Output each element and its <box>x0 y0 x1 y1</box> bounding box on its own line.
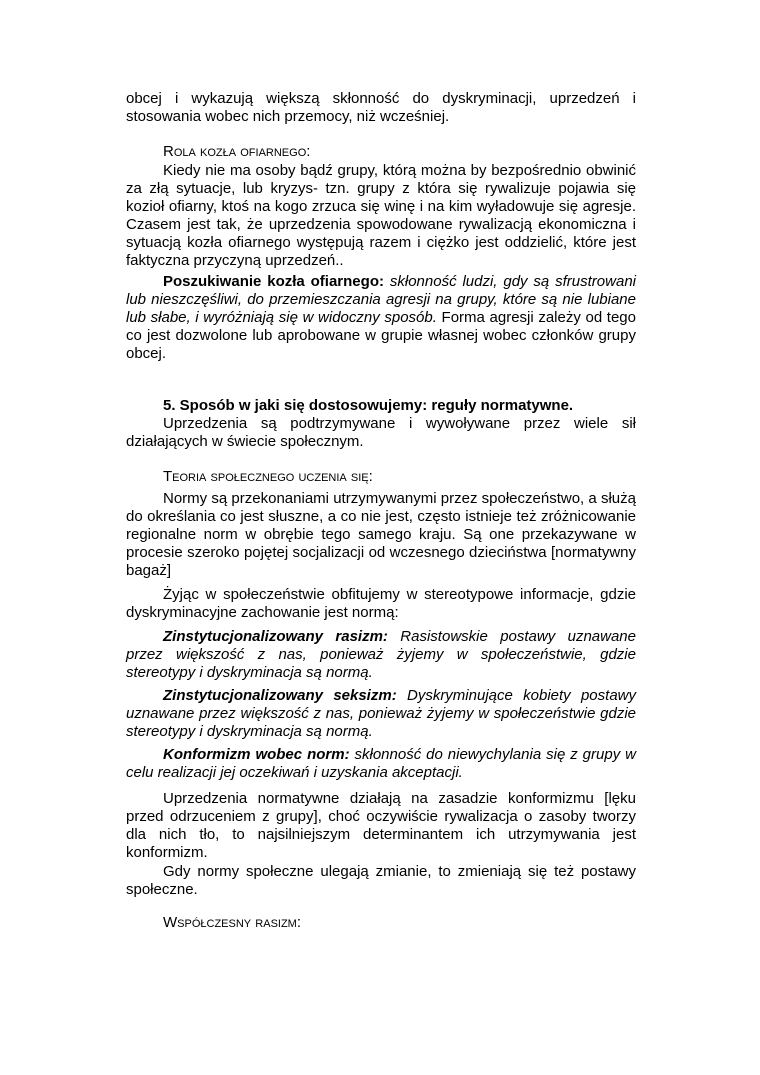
definition-term: Zinstytucjonalizowany rasizm: <box>163 628 388 645</box>
paragraph-section-5-intro: Uprzedzenia są podtrzymywane i wywoływane przez wiele sił działających w świecie społecznym. <box>126 415 636 450</box>
definition-text: Rasistowskie postawy uznawane przez większość z nas, ponieważ żyjemy w społeczeństwie, gdzie stereotypy i dyskryminacja są normą. <box>126 628 636 681</box>
definition-term: Konformizm wobec norm: <box>163 746 350 763</box>
definition-text: Dyskryminujące kobiety postawy uznawane przez większość z nas, ponieważ żyjemy w społeczeństwie gdzie stereotypy i dyskryminacja są normą. <box>126 687 636 740</box>
paragraph-conformism <box>126 746 636 782</box>
paragraph-norms: Normy są przekonaniami utrzymywanymi przez społeczeństwo, a służą do określania co jest słuszne, a co nie jest, często istnieje też zróżnicowanie regionalne norm w obrębie tego samego kraju. Są one przekazywane w procesie szeroko pojętej socjalizacji od wczesnego dzieciństwa [normatywny bagaż] <box>126 490 636 579</box>
paragraph-institutional-racism <box>126 628 636 682</box>
definition-term: Poszukiwanie kozła ofiarnego: <box>163 273 384 290</box>
definition-text: skłonność ludzi, gdy są sfrustrowani lub nieszczęśliwi, do przemieszczania agresji na grupy, które są nie lubiane lub słabe, i wyróżniają się w widoczny sposób. <box>126 273 636 326</box>
heading-social-learning-theory: Teoria społecznego uczenia się: <box>163 468 373 485</box>
paragraph-scapegoat-definition <box>126 273 636 363</box>
heading-modern-racism: Współczesny rasizm: <box>163 914 302 931</box>
paragraph-intro-continuation: obcej i wykazują większą skłonność do dyskryminacji, uprzedzeń i stosowania wobec nich przemocy, niż wcześniej. <box>126 90 636 125</box>
definition-text: skłonność do niewychylania się z grupy w celu realizacji jej oczekiwań i uzyskania akceptacji. <box>126 746 636 781</box>
paragraph-norm-change: Gdy normy społeczne ulegają zmianie, to zmieniają się też postawy społeczne. <box>126 863 636 898</box>
paragraph-normative-prejudice: Uprzedzenia normatywne działają na zasadzie konformizmu [lęku przed odrzuceniem z grupy], choć oczywiście rywalizacja o zasoby tworzy dla nich tło, to najsilniejszym determinantem ich utrzymywania jest konformizm. <box>126 790 636 861</box>
paragraph-institutional-sexism <box>126 687 636 741</box>
heading-scapegoat-role: Rola kozła ofiarnego: <box>163 143 311 160</box>
heading-section-5: 5. Sposób w jaki się dostosowujemy: reguły normatywne. <box>163 397 574 414</box>
paragraph-living-in-society: Żyjąc w społeczeństwie obfitujemy w stereotypowe informacje, gdzie dyskryminacyjne zachowanie jest normą: <box>126 586 636 621</box>
paragraph-scapegoat-body: Kiedy nie ma osoby bądź grupy, którą można by bezpośrednio obwinić za złą sytuacje, lub kryzys- tzn. grupy z która się rywalizuje pojawia się kozioł ofiarny, ktoś na kogo zrzuca się winę i na kim wyładowuje się agresje. Czasem jest tak, że uprzedzenia spowodowane rywalizacją ekonomiczna i sytuacją kozła ofiarnego występują razem i ciężko jest oddzielić, które jest faktyczna przyczyną uprzedzeń.. <box>126 162 636 269</box>
definition-tail: Forma agresji zależy od tego co jest dozwolone lub aprobowane w grupie własnej wobec członków grupy obcej. <box>126 309 636 362</box>
definition-term: Zinstytucjonalizowany seksizm: <box>163 687 397 704</box>
